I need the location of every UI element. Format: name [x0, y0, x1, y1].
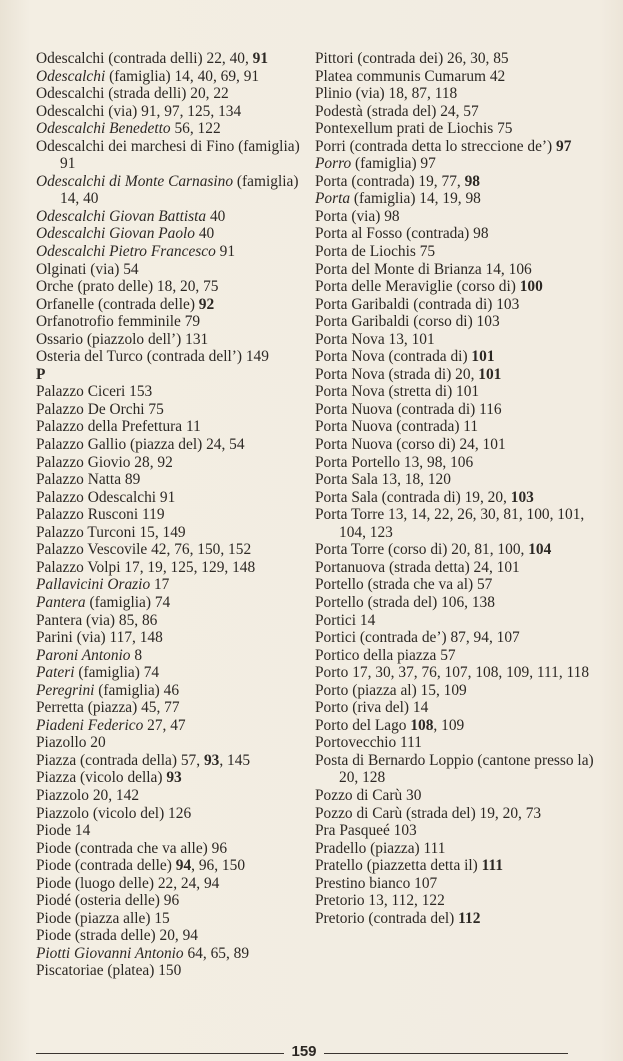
entry-text: Portello (strada del) 106, 138	[315, 593, 495, 611]
entry-text: Palazzo Vescovile 42, 76, 150, 152	[36, 541, 252, 559]
entry-text: Pradello (piazza) 111	[315, 839, 446, 857]
right-entry	[315, 436, 595, 454]
entry-name-italic: Paroni Antonio	[36, 646, 131, 664]
left-entry	[36, 682, 306, 700]
entry-text: Porta Nova (strada di) 20,	[315, 365, 479, 383]
entry-text: Porta Garibaldi (contrada di) 103	[315, 295, 520, 313]
right-entry	[315, 752, 595, 787]
entry-text: Pontexellum prati de Liochis 75	[315, 120, 513, 138]
left-entry	[36, 243, 306, 261]
entry-text: Porta Garibaldi (corso di) 103	[315, 313, 500, 331]
footer-rule-left	[36, 1053, 284, 1054]
entry-text: Pittori (contrada dei) 26, 30, 85	[315, 50, 509, 67]
left-entry	[36, 68, 306, 86]
entry-text: Piode (contrada che va alle) 96	[36, 839, 228, 857]
entry-text: 27, 47	[143, 716, 186, 734]
left-entry	[36, 331, 306, 349]
left-entry	[36, 471, 306, 489]
right-entry	[315, 857, 595, 875]
entry-text: Porto 17, 30, 37, 76, 107, 108, 109, 111, 118	[315, 664, 590, 682]
entry-text: (famiglia) 46	[94, 681, 180, 699]
right-entry	[315, 173, 595, 191]
entry-name-italic: Piadeni Federico	[36, 716, 144, 734]
entry-text: Odescalchi (via) 91, 97, 125, 134	[36, 102, 242, 120]
right-entry	[315, 875, 595, 893]
entry-text: Pozzo di Carù 30	[315, 786, 422, 804]
entry-text: Portello (strada che va al) 57	[315, 576, 493, 594]
right-entry	[315, 629, 595, 647]
footer-rule-right	[324, 1053, 568, 1054]
entry-text: Portici 14	[315, 611, 376, 629]
entry-text: Porta Nuova (contrada) 11	[315, 418, 479, 436]
left-entry	[36, 559, 306, 577]
entry-page-bold: 93	[203, 751, 220, 769]
entry-text: Piazza (vicolo della)	[36, 769, 167, 787]
entry-text: Porta Torre (corso di) 20, 81, 100,	[315, 541, 529, 559]
left-entry	[36, 225, 306, 243]
entry-text: Odescalchi (strada delli) 20, 22	[36, 85, 229, 103]
right-entry	[315, 401, 595, 419]
entry-text: Palazzo Volpi 17, 19, 125, 129, 148	[36, 558, 256, 576]
entry-text: Prestino bianco 107	[315, 874, 438, 892]
entry-text: Osteria del Turco (contrada dell’) 149	[36, 348, 269, 366]
entry-text: Porta Nova (contrada di)	[315, 348, 472, 366]
entry-text: Pratello (piazzetta detta il)	[315, 857, 482, 875]
entry-page-bold: 100	[519, 278, 543, 296]
entry-text: Palazzo della Prefettura 11	[36, 418, 201, 436]
entry-page-bold: 101	[471, 348, 495, 366]
right-entry	[315, 50, 595, 68]
left-entry	[36, 875, 306, 893]
entry-text: Porta Sala (contrada di) 19, 20,	[315, 488, 511, 506]
right-entry	[315, 225, 595, 243]
entry-text: Porta al Fosso (contrada) 98	[315, 225, 489, 243]
left-entry	[36, 927, 306, 945]
left-entry	[36, 138, 306, 173]
right-entry	[315, 366, 595, 384]
entry-text: Orfanelle (contrada delle)	[36, 295, 199, 313]
page-footer	[36, 1043, 568, 1060]
left-entry	[36, 173, 306, 208]
left-entry	[36, 454, 306, 472]
entry-text: Porta de Liochis 75	[315, 243, 436, 261]
left-entry	[36, 629, 306, 647]
entry-text: 40	[195, 225, 215, 243]
right-entry	[315, 190, 595, 208]
entry-text: Posta di Bernardo Loppio (cantone presso la) 20, 128	[315, 751, 594, 787]
entry-page-bold: 98	[464, 172, 480, 190]
left-entry	[36, 278, 306, 296]
entry-text: Porta Nuova (contrada di) 116	[315, 400, 502, 418]
entry-text: Portanuova (strada detta) 24, 101	[315, 558, 520, 576]
entry-text: Piode (piazza alle) 15	[36, 909, 170, 927]
right-entry	[315, 682, 595, 700]
entry-text: Piazollo 20	[36, 734, 106, 752]
entry-text: 17	[150, 576, 170, 594]
left-entry	[36, 910, 306, 928]
right-entry	[315, 418, 595, 436]
index-column-right	[315, 50, 595, 927]
entry-text: Palazzo Odescalchi 91	[36, 488, 176, 506]
right-entry	[315, 699, 595, 717]
left-entry	[36, 962, 306, 980]
entry-name-italic: Piotti Giovanni Antonio	[36, 944, 184, 962]
entry-name-italic: Odescalchi Giovan Battista	[36, 207, 207, 225]
entry-text: (famiglia) 74	[74, 664, 160, 682]
right-entry	[315, 278, 595, 296]
page-number: 159	[291, 1043, 317, 1060]
entry-name-italic: Pantera	[36, 593, 86, 611]
entry-text: Porta delle Meraviglie (corso di)	[315, 278, 520, 296]
entry-text: Porta Nova (stretta di) 101	[315, 383, 480, 401]
entry-page-bold: 111	[481, 857, 504, 875]
entry-text: , 96, 150	[191, 857, 246, 875]
right-entry	[315, 910, 595, 928]
entry-text: (famiglia) 14, 40, 69, 91	[105, 67, 260, 85]
left-entry	[36, 699, 306, 717]
entry-text: Olginati (via) 54	[36, 260, 139, 278]
right-entry	[315, 576, 595, 594]
entry-text: Piazzolo (vicolo del) 126	[36, 804, 192, 822]
entry-text: Portici (contrada de’) 87, 94, 107	[315, 629, 520, 647]
entry-name-italic: Odescalchi Benedetto	[36, 120, 171, 138]
right-entry	[315, 120, 595, 138]
entry-page-bold: 92	[198, 295, 215, 313]
right-entry	[315, 261, 595, 279]
entry-text: 40	[206, 207, 226, 225]
right-entry	[315, 506, 595, 541]
entry-text: Piazza (contrada della) 57,	[36, 751, 204, 769]
left-entry	[36, 50, 306, 68]
right-entry	[315, 243, 595, 261]
right-entry	[315, 647, 595, 665]
right-entry	[315, 734, 595, 752]
entry-text: Palazzo Ciceri 153	[36, 383, 153, 401]
entry-text: Porta Sala 13, 18, 120	[315, 471, 451, 489]
entry-text: Porto (piazza al) 15, 109	[315, 681, 467, 699]
entry-text: 64, 65, 89	[183, 944, 250, 962]
right-entry	[315, 805, 595, 823]
right-entry	[315, 892, 595, 910]
left-entry	[36, 506, 306, 524]
right-entry	[315, 103, 595, 121]
left-entry	[36, 892, 306, 910]
entry-text: Porri (contrada detta lo streccione de’)	[315, 137, 557, 155]
entry-text: (famiglia) 97	[351, 155, 436, 173]
entry-page-bold: 93	[166, 769, 182, 787]
entry-text: Porta (via) 98	[315, 207, 400, 225]
right-entry	[315, 594, 595, 612]
entry-text: Palazzo Gallio (piazza del) 24, 54	[36, 436, 245, 454]
right-entry	[315, 840, 595, 858]
entry-text: Ossario (piazzolo dell’) 131	[36, 330, 209, 348]
entry-text: Piscatoriae (platea) 150	[36, 962, 182, 980]
right-entry	[315, 541, 595, 559]
entry-text: P	[36, 365, 46, 383]
entry-text: Piode 14	[36, 822, 91, 840]
entry-text: Orfanotrofio femminile 79	[36, 313, 201, 331]
entry-page-bold: 108	[410, 716, 434, 734]
entry-name-italic: Porta	[315, 190, 351, 208]
entry-text: , 145	[219, 751, 251, 769]
right-entry	[315, 717, 595, 735]
left-entry	[36, 822, 306, 840]
left-entry	[36, 769, 306, 787]
left-entry	[36, 647, 306, 665]
left-entry	[36, 103, 306, 121]
right-entry	[315, 68, 595, 86]
entry-text: 8	[130, 646, 143, 664]
left-entry	[36, 383, 306, 401]
entry-name-italic: Pallavicini Orazio	[36, 576, 151, 594]
left-entry	[36, 296, 306, 314]
left-entry	[36, 840, 306, 858]
right-entry	[315, 331, 595, 349]
left-entry	[36, 945, 306, 963]
entry-name-italic: Pateri	[36, 664, 75, 682]
left-entry	[36, 717, 306, 735]
entry-text: Porta Nuova (corso di) 24, 101	[315, 436, 506, 454]
right-entry	[315, 612, 595, 630]
right-entry	[315, 138, 595, 156]
entry-text: (famiglia) 74	[85, 593, 171, 611]
entry-page-bold: 101	[478, 365, 502, 383]
right-entry	[315, 664, 595, 682]
right-entry	[315, 383, 595, 401]
index-column-left	[36, 50, 306, 980]
entry-text: Porta Portello 13, 98, 106	[315, 453, 474, 471]
right-entry	[315, 208, 595, 226]
left-entry	[36, 401, 306, 419]
index-letter-heading	[36, 366, 306, 384]
right-entry	[315, 313, 595, 331]
left-entry	[36, 85, 306, 103]
left-entry	[36, 524, 306, 542]
left-entry	[36, 857, 306, 875]
left-entry	[36, 489, 306, 507]
entry-text: 91	[215, 243, 236, 261]
entry-text: Perretta (piazza) 45, 77	[36, 699, 180, 717]
entry-text: Pra Pasqueé 103	[315, 822, 417, 840]
left-entry	[36, 261, 306, 279]
left-entry	[36, 436, 306, 454]
entry-text: , 109	[433, 716, 465, 734]
left-entry	[36, 418, 306, 436]
entry-text: Odescalchi (contrada delli) 22, 40,	[36, 50, 253, 67]
entry-text: Porto del Lago	[315, 716, 411, 734]
left-entry	[36, 541, 306, 559]
entry-name-italic: Porro	[315, 155, 352, 173]
left-entry	[36, 594, 306, 612]
entry-text: (famiglia) 14, 40	[60, 172, 299, 208]
entry-page-bold: 103	[510, 488, 534, 506]
left-entry	[36, 576, 306, 594]
left-entry	[36, 612, 306, 630]
entry-text: Orche (prato delle) 18, 20, 75	[36, 278, 219, 296]
entry-text: 56, 122	[170, 120, 221, 138]
entry-name-italic: Odescalchi	[36, 67, 106, 85]
left-entry	[36, 120, 306, 138]
entry-text: Parini (via) 117, 148	[36, 629, 163, 647]
left-entry	[36, 787, 306, 805]
left-entry	[36, 348, 306, 366]
left-entry	[36, 208, 306, 226]
right-entry	[315, 155, 595, 173]
entry-text: Pretorio 13, 112, 122	[315, 892, 445, 910]
right-entry	[315, 454, 595, 472]
entry-name-italic: Odescalchi Giovan Paolo	[36, 225, 196, 243]
entry-text: Pretorio (contrada del)	[315, 909, 459, 927]
entry-text: Podestà (strada del) 24, 57	[315, 102, 479, 120]
entry-name-italic: Odescalchi di Monte Carnasino	[36, 172, 234, 190]
entry-text: Odescalchi dei marchesi di Fino (famiglia) 91	[36, 137, 300, 173]
entry-name-italic: Peregrini	[36, 681, 95, 699]
entry-text: (famiglia) 14, 19, 98	[350, 190, 481, 208]
entry-text: Piodé (osteria delle) 96	[36, 892, 180, 910]
entry-text: Pozzo di Carù (strada del) 19, 20, 73	[315, 804, 542, 822]
right-entry	[315, 559, 595, 577]
entry-text: Portico della piazza 57	[315, 646, 456, 664]
entry-page-bold: 104	[528, 541, 552, 559]
left-entry	[36, 734, 306, 752]
left-entry	[36, 752, 306, 770]
right-entry	[315, 348, 595, 366]
entry-text: Piode (contrada delle)	[36, 857, 176, 875]
entry-page-bold: 91	[252, 50, 269, 67]
entry-page-bold: 112	[458, 909, 481, 927]
left-entry	[36, 664, 306, 682]
entry-page-bold: 94	[175, 857, 192, 875]
entry-text: Portovecchio 111	[315, 734, 422, 752]
entry-text: Palazzo De Orchi 75	[36, 400, 164, 418]
entry-text: Palazzo Giovio 28, 92	[36, 453, 173, 471]
entry-text: Piazzolo 20, 142	[36, 786, 140, 804]
left-entry	[36, 313, 306, 331]
entry-text: Pantera (via) 85, 86	[36, 611, 158, 629]
entry-text: Plinio (via) 18, 87, 118	[315, 85, 458, 103]
entry-text: Porto (riva del) 14	[315, 699, 429, 717]
entry-text: Porta Torre 13, 14, 22, 26, 30, 81, 100, 101, 104, 123	[315, 506, 585, 541]
entry-page-bold: 97	[556, 137, 572, 155]
left-entry	[36, 805, 306, 823]
entry-text: Porta (contrada) 19, 77,	[315, 172, 465, 190]
right-entry	[315, 822, 595, 840]
entry-text: Palazzo Natta 89	[36, 471, 141, 489]
right-entry	[315, 85, 595, 103]
entry-text: Porta del Monte di Brianza 14, 106	[315, 260, 532, 278]
entry-text: Platea communis Cumarum 42	[315, 67, 506, 85]
entry-text: Piode (strada delle) 20, 94	[36, 927, 198, 945]
right-entry	[315, 489, 595, 507]
entry-text: Piode (luogo delle) 22, 24, 94	[36, 874, 220, 892]
entry-text: Palazzo Rusconi 119	[36, 506, 165, 524]
entry-name-italic: Odescalchi Pietro Francesco	[36, 243, 216, 261]
entry-text: Porta Nova 13, 101	[315, 330, 435, 348]
entry-text: Palazzo Turconi 15, 149	[36, 523, 186, 541]
right-entry	[315, 471, 595, 489]
right-entry	[315, 787, 595, 805]
right-entry	[315, 296, 595, 314]
